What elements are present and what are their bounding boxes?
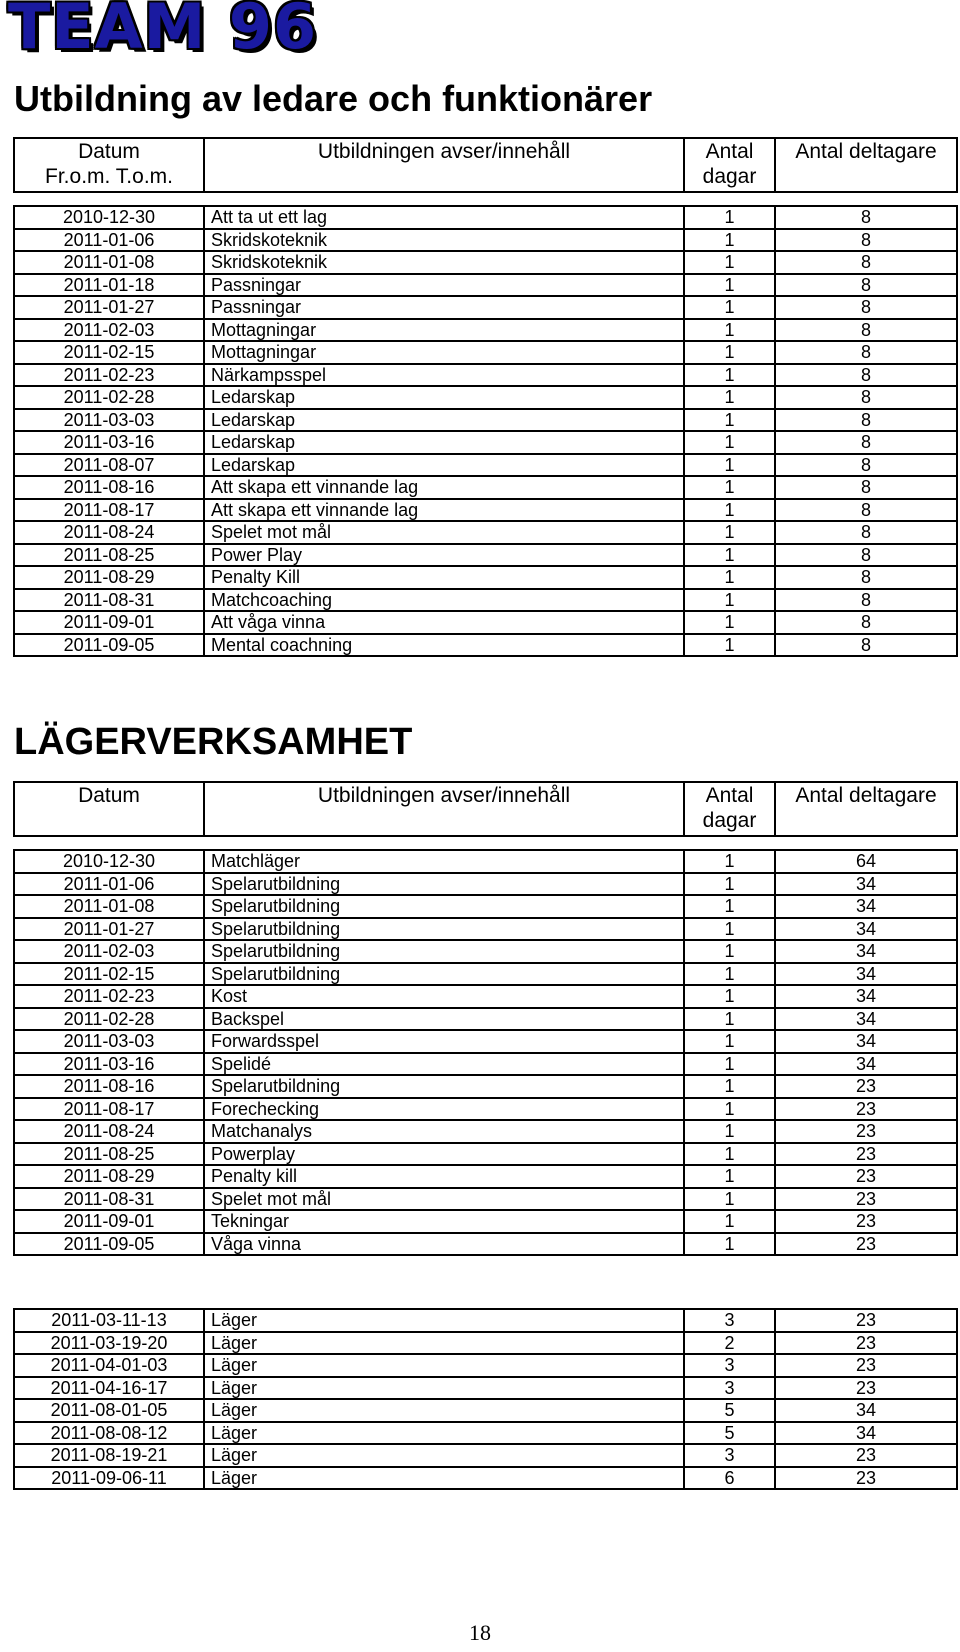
row-content: Mental coachning [204,634,684,657]
row-date: 2011-08-16 [14,476,204,499]
row-date: 2011-08-07 [14,454,204,477]
row-days: 1 [684,431,775,454]
camp-header-participants: Antal deltagare [775,782,957,836]
row-participants: 23 [775,1233,957,1256]
row-content: Läger [204,1309,684,1332]
row-participants: 8 [775,206,957,229]
row-participants: 8 [775,499,957,522]
row-days: 1 [684,1188,775,1211]
row-days: 1 [684,873,775,896]
row-content: Att skapa ett vinnande lag [204,499,684,522]
row-content: Att ta ut ett lag [204,206,684,229]
row-content: Läger [204,1444,684,1467]
row-content: Spelarutbildning [204,1075,684,1098]
table-row [14,1377,957,1400]
row-participants: 34 [775,1030,957,1053]
row-days: 1 [684,544,775,567]
row-participants: 8 [775,589,957,612]
row-days: 1 [684,918,775,941]
row-days: 1 [684,409,775,432]
row-participants: 8 [775,386,957,409]
row-content: Ledarskap [204,409,684,432]
row-participants: 8 [775,409,957,432]
row-date: 2011-08-17 [14,499,204,522]
row-days: 1 [684,251,775,274]
training-header-row [14,138,957,192]
table-row [14,1030,957,1053]
table-row [14,409,957,432]
row-date: 2011-03-16 [14,431,204,454]
row-days: 2 [684,1332,775,1355]
row-content: Mottagningar [204,319,684,342]
row-content: Ledarskap [204,454,684,477]
row-content: Läger [204,1354,684,1377]
table-row [14,566,957,589]
row-days: 1 [684,611,775,634]
row-participants: 34 [775,895,957,918]
row-content: Matchcoaching [204,589,684,612]
row-content: Penalty kill [204,1165,684,1188]
row-days: 1 [684,206,775,229]
page-number: 18 [469,1620,491,1645]
table-row [14,454,957,477]
table-row [14,1332,957,1355]
row-date: 2011-08-31 [14,589,204,612]
camp-table [13,849,958,1256]
camp-header-date: Datum [14,782,204,836]
table-row [14,985,957,1008]
row-participants: 8 [775,431,957,454]
row-days: 1 [684,341,775,364]
table-row [14,274,957,297]
row-date: 2011-03-03 [14,409,204,432]
row-content: Skridskoteknik [204,251,684,274]
row-date: 2011-03-19-20 [14,1332,204,1355]
row-days: 1 [684,895,775,918]
row-content: Spelet mot mål [204,1188,684,1211]
row-days: 1 [684,1210,775,1233]
row-date: 2011-08-25 [14,544,204,567]
row-date: 2010-12-30 [14,206,204,229]
row-content: Mottagningar [204,341,684,364]
row-days: 1 [684,1053,775,1076]
table-row [14,251,957,274]
row-content: Spelarutbildning [204,918,684,941]
row-participants: 34 [775,873,957,896]
row-content: Spelarutbildning [204,940,684,963]
row-date: 2011-01-18 [14,274,204,297]
row-days: 1 [684,364,775,387]
camp-header-content: Utbildningen avser/innehåll [204,782,684,836]
header-days-line1: Antal [705,140,754,163]
row-days: 1 [684,521,775,544]
table-row [14,1309,957,1332]
table-row [14,1008,957,1031]
row-days: 1 [684,1008,775,1031]
row-date: 2011-08-17 [14,1098,204,1121]
table-row [14,1233,957,1256]
row-participants: 8 [775,521,957,544]
row-content: Läger [204,1332,684,1355]
row-days: 1 [684,566,775,589]
row-days: 1 [684,319,775,342]
row-content: Powerplay [204,1143,684,1166]
header-date [14,138,204,192]
row-days: 1 [684,1075,775,1098]
row-days: 1 [684,1120,775,1143]
table-row [14,521,957,544]
row-participants: 34 [775,1422,957,1445]
row-participants: 23 [775,1188,957,1211]
row-days: 5 [684,1399,775,1422]
row-participants: 23 [775,1210,957,1233]
row-date: 2011-09-05 [14,1233,204,1256]
row-days: 1 [684,1030,775,1053]
row-days: 1 [684,1098,775,1121]
row-content: Att våga vinna [204,611,684,634]
row-participants: 8 [775,274,957,297]
row-participants: 8 [775,341,957,364]
header-days-line2: dagar [702,165,757,188]
row-date: 2011-02-28 [14,1008,204,1031]
row-days: 5 [684,1422,775,1445]
row-date: 2011-01-06 [14,229,204,252]
row-date: 2011-08-01-05 [14,1399,204,1422]
row-participants: 8 [775,634,957,657]
row-participants: 34 [775,1053,957,1076]
row-date: 2011-02-03 [14,940,204,963]
row-participants: 8 [775,611,957,634]
row-date: 2011-08-31 [14,1188,204,1211]
camp-header-days-line1: Antal [705,784,754,807]
training-header-table [13,137,958,193]
row-content: Matchanalys [204,1120,684,1143]
table-row [14,296,957,319]
table-row [14,589,957,612]
header-participants: Antal deltagare [775,138,957,192]
table-row [14,634,957,657]
row-days: 1 [684,296,775,319]
row-participants: 8 [775,251,957,274]
table-row [14,873,957,896]
row-date: 2011-08-29 [14,566,204,589]
row-participants: 8 [775,319,957,342]
row-content: Spelarutbildning [204,963,684,986]
row-date: 2011-04-01-03 [14,1354,204,1377]
row-days: 1 [684,454,775,477]
camp-header-table [13,781,958,837]
table-row [14,1188,957,1211]
row-days: 1 [684,274,775,297]
row-participants: 8 [775,454,957,477]
row-content: Spelet mot mål [204,521,684,544]
row-participants: 23 [775,1075,957,1098]
table-row [14,1053,957,1076]
row-days: 1 [684,940,775,963]
row-content: Läger [204,1377,684,1400]
row-days: 3 [684,1354,775,1377]
table-row [14,1444,957,1467]
table-row [14,963,957,986]
row-participants: 34 [775,1008,957,1031]
row-date: 2011-03-16 [14,1053,204,1076]
table-row [14,1422,957,1445]
table-row [14,1354,957,1377]
table-row [14,431,957,454]
row-participants: 23 [775,1098,957,1121]
row-date: 2010-12-30 [14,850,204,873]
row-content: Power Play [204,544,684,567]
row-content: Skridskoteknik [204,229,684,252]
row-content: Läger [204,1422,684,1445]
row-content: Spelidé [204,1053,684,1076]
row-days: 1 [684,1165,775,1188]
row-date: 2011-02-15 [14,341,204,364]
row-content: Våga vinna [204,1233,684,1256]
row-participants: 34 [775,1399,957,1422]
table-row [14,1399,957,1422]
row-date: 2011-01-08 [14,251,204,274]
row-days: 1 [684,1143,775,1166]
row-date: 2011-01-27 [14,918,204,941]
header-days [684,138,775,192]
table-row [14,229,957,252]
table-row [14,341,957,364]
row-participants: 23 [775,1467,957,1490]
table-row [14,895,957,918]
row-content: Närkampsspel [204,364,684,387]
row-participants: 23 [775,1444,957,1467]
row-date: 2011-04-16-17 [14,1377,204,1400]
row-days: 1 [684,963,775,986]
row-content: Penalty Kill [204,566,684,589]
table-row [14,1210,957,1233]
row-content: Kost [204,985,684,1008]
page-title: Utbildning av ledare och funktionärer [14,78,653,119]
row-date: 2011-08-24 [14,521,204,544]
row-days: 1 [684,476,775,499]
table-row [14,476,957,499]
table-row [14,1467,957,1490]
row-days: 3 [684,1309,775,1332]
row-days: 1 [684,1233,775,1256]
header-content: Utbildningen avser/innehåll [204,138,684,192]
row-participants: 8 [775,229,957,252]
camp-stays-table [13,1308,958,1490]
row-content: Spelarutbildning [204,895,684,918]
camp-header-days [684,782,775,836]
row-date: 2011-09-01 [14,611,204,634]
row-date: 2011-02-03 [14,319,204,342]
row-date: 2011-01-06 [14,873,204,896]
row-content: Passningar [204,274,684,297]
camp-header-days-line2: dagar [702,809,757,832]
row-content: Forechecking [204,1098,684,1121]
row-date: 2011-08-29 [14,1165,204,1188]
row-date: 2011-08-19-21 [14,1444,204,1467]
row-days: 1 [684,850,775,873]
row-content: Matchläger [204,850,684,873]
row-date: 2011-03-03 [14,1030,204,1053]
row-days: 1 [684,985,775,1008]
row-days: 6 [684,1467,775,1490]
row-days: 1 [684,499,775,522]
row-date: 2011-02-23 [14,985,204,1008]
row-date: 2011-08-08-12 [14,1422,204,1445]
row-participants: 34 [775,940,957,963]
table-row [14,206,957,229]
row-days: 1 [684,229,775,252]
row-participants: 8 [775,296,957,319]
row-date: 2011-08-24 [14,1120,204,1143]
row-content: Tekningar [204,1210,684,1233]
row-content: Ledarskap [204,386,684,409]
row-date: 2011-03-11-13 [14,1309,204,1332]
row-date: 2011-09-01 [14,1210,204,1233]
row-date: 2011-08-25 [14,1143,204,1166]
row-date: 2011-02-15 [14,963,204,986]
row-content: Ledarskap [204,431,684,454]
row-days: 1 [684,634,775,657]
row-days: 3 [684,1444,775,1467]
row-days: 1 [684,589,775,612]
row-content: Läger [204,1467,684,1490]
team-logo: TEAM 96 [8,0,318,63]
training-table [13,205,958,657]
row-content: Passningar [204,296,684,319]
table-row [14,544,957,567]
row-participants: 8 [775,566,957,589]
table-row [14,1075,957,1098]
row-participants: 23 [775,1309,957,1332]
row-participants: 23 [775,1377,957,1400]
row-content: Backspel [204,1008,684,1031]
table-row [14,1098,957,1121]
row-content: Att skapa ett vinnande lag [204,476,684,499]
row-date: 2011-09-06-11 [14,1467,204,1490]
table-row [14,319,957,342]
row-participants: 64 [775,850,957,873]
table-row [14,1165,957,1188]
row-participants: 8 [775,544,957,567]
row-participants: 8 [775,364,957,387]
table-row [14,918,957,941]
table-row [14,364,957,387]
row-date: 2011-02-23 [14,364,204,387]
row-date: 2011-01-27 [14,296,204,319]
table-row [14,850,957,873]
row-participants: 34 [775,918,957,941]
row-participants: 34 [775,985,957,1008]
camp-section-title: LÄGERVERKSAMHET [14,721,413,763]
table-row [14,940,957,963]
row-date: 2011-01-08 [14,895,204,918]
row-participants: 23 [775,1354,957,1377]
table-row [14,611,957,634]
row-participants: 23 [775,1165,957,1188]
row-participants: 23 [775,1143,957,1166]
table-row [14,386,957,409]
camp-header-row [14,782,957,836]
row-content: Läger [204,1399,684,1422]
table-row [14,1143,957,1166]
row-participants: 23 [775,1120,957,1143]
row-date: 2011-02-28 [14,386,204,409]
row-days: 3 [684,1377,775,1400]
row-content: Forwardsspel [204,1030,684,1053]
table-row [14,1120,957,1143]
header-date-line2: Fr.o.m. T.o.m. [45,165,173,188]
row-days: 1 [684,386,775,409]
table-row [14,499,957,522]
row-participants: 34 [775,963,957,986]
row-date: 2011-08-16 [14,1075,204,1098]
row-participants: 8 [775,476,957,499]
row-participants: 23 [775,1332,957,1355]
row-date: 2011-09-05 [14,634,204,657]
header-date-line1: Datum [78,140,140,163]
row-content: Spelarutbildning [204,873,684,896]
